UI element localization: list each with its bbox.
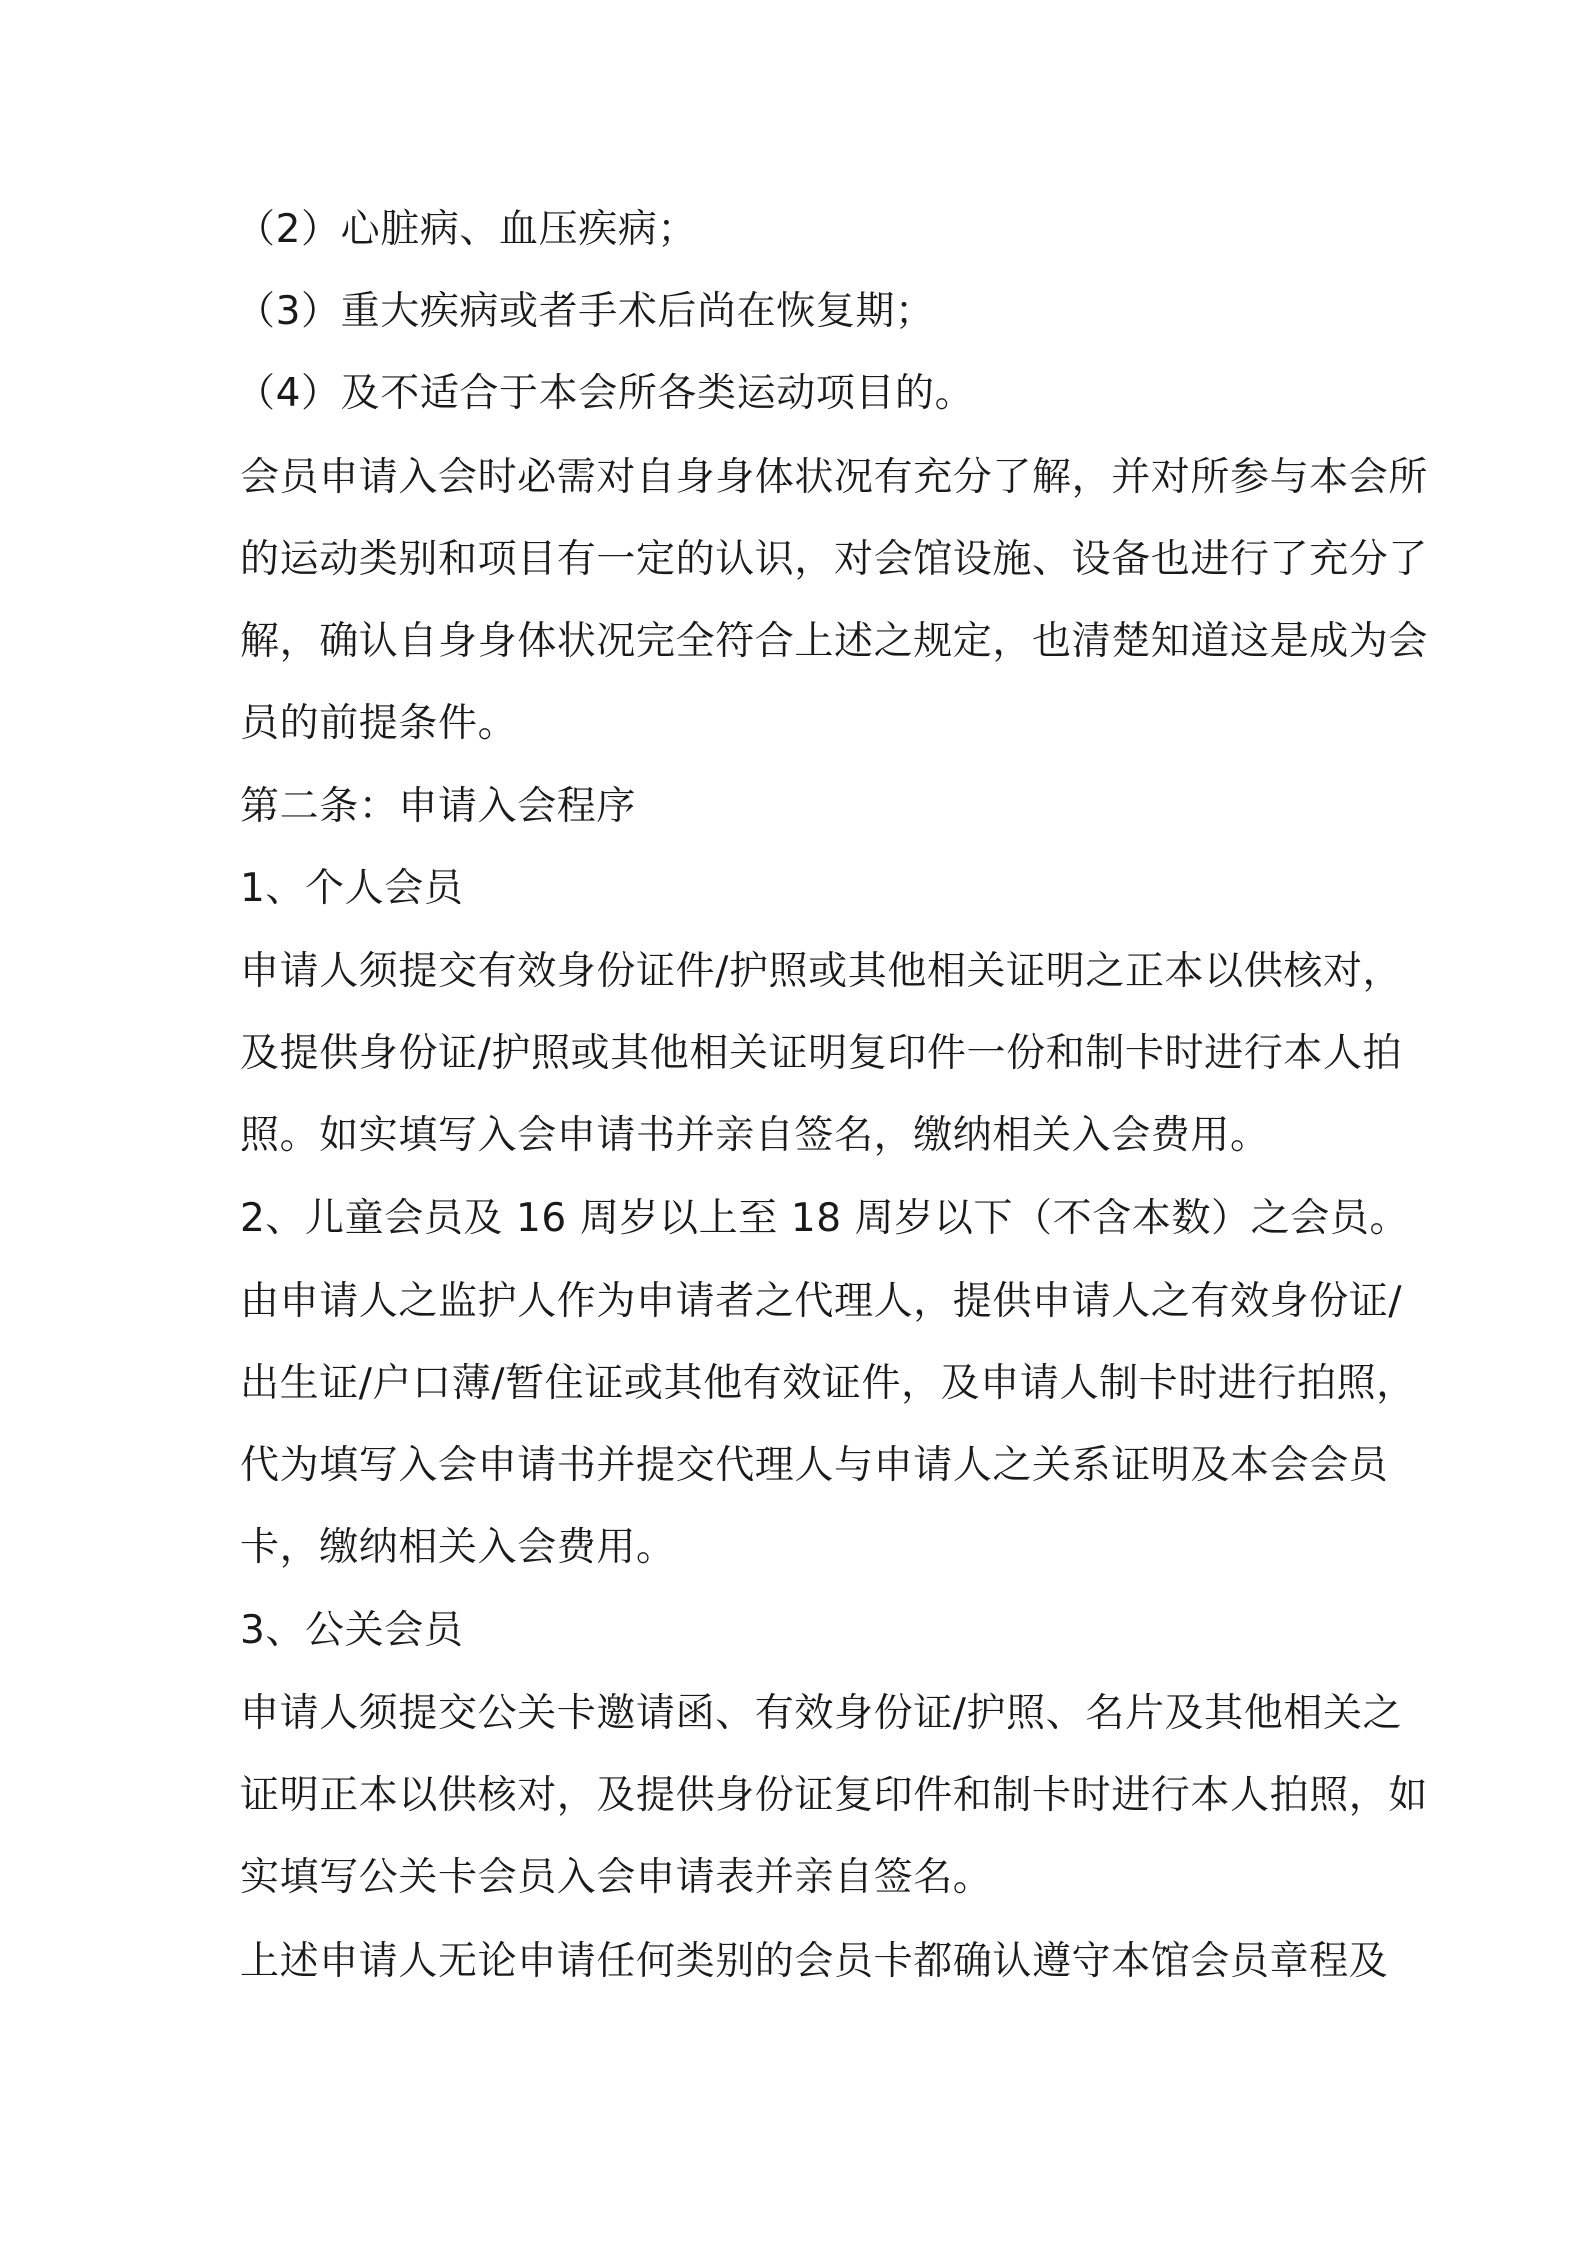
section-heading: 第二条：申请入会程序 — [240, 784, 637, 829]
paragraph-line: 会员申请入会时必需对自身身体状况有充分了解，并对所参与本会所 — [240, 455, 1429, 500]
list-item-3: （3）重大疾病或者手术后尚在恢复期； — [236, 289, 935, 334]
list-item-2: （2）心脏病、血压疾病； — [236, 207, 698, 252]
paragraph-line: 申请人须提交有效身份证件/护照或其他相关证明之正本以供核对， — [240, 949, 1403, 994]
paragraph-line: 证明正本以供核对，及提供身份证复印件和制卡时进行本人拍照，如 — [240, 1773, 1429, 1818]
paragraph-line: 实填写公关卡会员入会申请表并亲自签名。 — [240, 1855, 993, 1900]
subsection-heading: 3、公关会员 — [240, 1608, 464, 1653]
paragraph-line: 解，确认自身身体状况完全符合上述之规定，也清楚知道这是成为会 — [240, 619, 1429, 664]
paragraph-line: 出生证/户口薄/暂住证或其他有效证件，及申请人制卡时进行拍照， — [240, 1361, 1416, 1406]
paragraph-line: 员的前提条件。 — [240, 701, 518, 746]
subsection-heading: 1、个人会员 — [240, 866, 464, 911]
paragraph-line: 代为填写入会申请书并提交代理人与申请人之关系证明及本会会员 — [240, 1443, 1389, 1488]
paragraph-line: 的运动类别和项目有一定的认识，对会馆设施、设备也进行了充分了 — [240, 537, 1429, 582]
paragraph-line: 上述申请人无论申请任何类别的会员卡都确认遵守本馆会员章程及 — [240, 1939, 1389, 1984]
subsection-heading: 2、儿童会员及 16 周岁以上至 18 周岁以下（不含本数）之会员。 — [240, 1196, 1410, 1241]
paragraph-line: 及提供身份证/护照或其他相关证明复印件一份和制卡时进行本人拍 — [240, 1031, 1403, 1076]
paragraph-line: 照。如实填写入会申请书并亲自签名，缴纳相关入会费用。 — [240, 1113, 1270, 1158]
paragraph-line: 申请人须提交公关卡邀请函、有效身份证/护照、名片及其他相关之 — [240, 1691, 1403, 1736]
paragraph-line: 卡，缴纳相关入会费用。 — [240, 1525, 676, 1570]
list-item-4: （4）及不适合于本会所各类运动项目的。 — [236, 371, 975, 416]
paragraph-line: 由申请人之监护人作为申请者之代理人，提供申请人之有效身份证/ — [240, 1279, 1403, 1324]
